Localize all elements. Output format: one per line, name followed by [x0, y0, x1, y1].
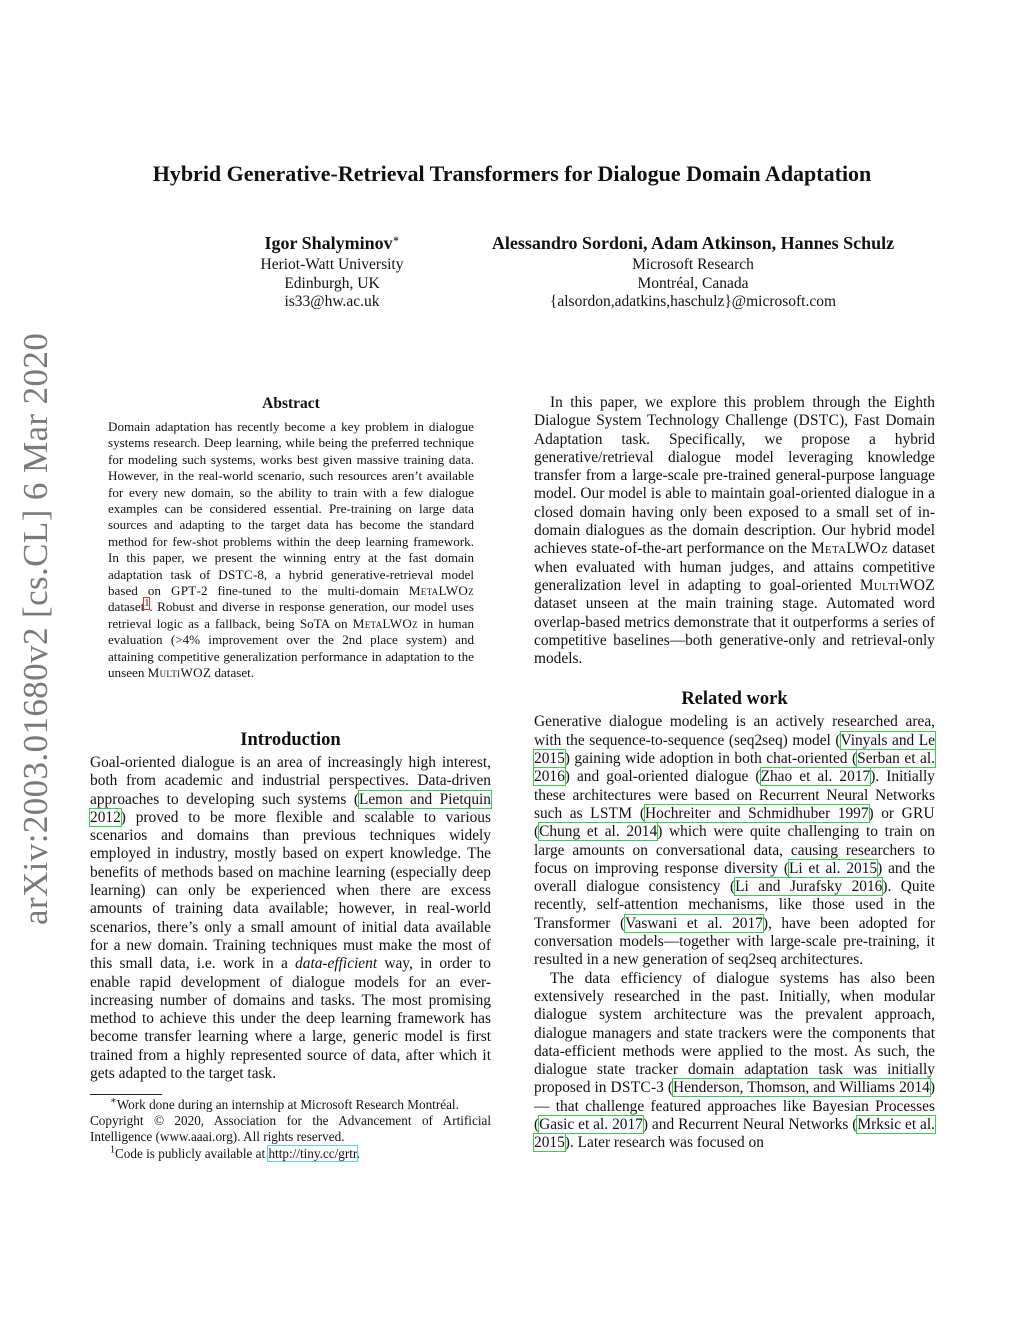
citation-link[interactable]: Chung et al. 2014 [539, 823, 658, 841]
author-location: Montréal, Canada [637, 274, 749, 292]
author-name: Alessandro Sordoni, Adam Atkinson, Hannes Schulz [491, 233, 895, 253]
citation-link[interactable]: Zhao et al. 2017 [760, 768, 871, 786]
citation-link[interactable]: Li and Jurafsky 2016 [735, 878, 883, 896]
author-block-1 [240, 230, 424, 312]
author-name: Igor Shalyminov∗ [264, 233, 400, 253]
citation-link[interactable]: Vaswani et al. 2017 [625, 914, 763, 932]
footnote-code: $^1$Code is publicly available at http://tiny.cc/grtr. [110, 1144, 360, 1161]
related-work-paragraph-1: Generative dialogue modeling is an actively researched area, with the sequence-to-sequence (seq2seq) model (Vinyals and Le 2015) gaining wide adoption in both chat-oriented (Serban et al. 2016) and goal-oriented dialogue (Zhao et al. 2017). Initially these architectures were based on Recurrent Neural Networks such as LSTM (Hochreiter and Schmidhuber 1997) or GRU (Chung et al. 2014) which were quite challenging to train on large amounts on conversational data, causing researchers to focus on improving response diversity (Li et al. 2015) and the overall dialogue consistency (Li and Jurafsky 2016). Quite recently, self-attention mechanisms, like those used in the Transformer (Vaswani et al. 2017), have been adopted for conversation models—together with large-scale pre-training, it resulted in a new generation of seq2seq architectures. [534, 713, 936, 969]
author-email: is33@hw.ac.uk [284, 293, 380, 310]
introduction-paragraph: Goal-oriented dialogue is an area of increasingly high interest, both from academic and industrial perspectives. Data-driven approaches to developing such systems (Lemon and Pietquin 2012) proved to be more flexible and scalable to various scenarios and domains than previous techniques widely employed in industry, mostly based on expert knowledge. The benefits of methods based on machine learning (especially deep learning) can only be experienced when there are excess amounts of training data available; however, in real-world scenarios, there’s only a small amount of initial data available for a new domain. Training techniques must make the most of this small data, i.e. work in a data-efficient way, in order to enable rapid development of dialogue models for an ever-increasing number of domains and tasks. The most promising method to achieve this under the deep learning framework has become transfer learning where a large, generic model is first trained from a highly represented source of data, after which it gets adapted to the target task. [90, 754, 492, 1083]
left-column [90, 728, 491, 1083]
related-work-heading: Related work [681, 689, 788, 710]
abstract-text: Domain adaptation has recently become a key problem in dialogue systems research. Deep learning, while being the preferred technique for modeling such systems, works best given massive training data. However, in the real-world scenario, such resources aren’t available for every new domain, so the ability to train with a few dialogue examples can be considered essential. Pre-training on large data sources and adapting to the target data has become the standard method for few-shot problems within the deep learning framework. In this paper, we present the winning entry at the fast domain adaptation task of DSTC-8, a hybrid generative-retrieval model based on GPT-2 fine-tuned to the multi-domain MetaLWOz dataset$^1$. Robust and diverse in response generation, our model uses retrieval logic as a fallback, being SoTA on MetaLWOz in human evaluation (>4% improvement over the 2nd place system) and attaining competitive generalization performance in adaptation to the unseen MultiWOZ dataset. [108, 419, 475, 681]
arxiv-identifier: arXiv:2003.01680v2 [cs.CL] 6 Mar 2020 [16, 332, 55, 925]
abstract-heading: Abstract [262, 395, 320, 412]
related-work-paragraph-2: The data efficiency of dialogue systems has also been extensively researched in the past. Initially, when modular dialogue system architecture was the prevalent approach, dialogue managers and state trackers were the components that data-efficient methods were applied to the most. As such, the dialogue state tracker domain adaptation task was initially proposed in DSTC-3 (Henderson, Thomson, and Williams 2014) — that challenge featured approaches like Bayesian Processes (Gasic et al. 2017) and Recurrent Neural Networks (Mrksic et al. 2015). Later research was focused on [534, 969, 936, 1152]
author-affiliation: Microsoft Research [632, 256, 754, 273]
citation-link[interactable]: Hochreiter and Schmidhuber 1997 [645, 804, 869, 822]
author-location: Edinburgh, UK [284, 274, 380, 292]
introduction-heading: Introduction [240, 730, 341, 750]
citation-link[interactable]: Henderson, Thomson, and Williams 2014 [672, 1079, 930, 1097]
author-block-2 [462, 230, 924, 312]
author-email: {alsordon,adatkins,haschulz}@microsoft.com [549, 293, 837, 310]
footnote-work: ∗Work done during an internship at Microsoft Research Montréal. [110, 1095, 459, 1112]
citation-link[interactable]: Gasic et al. 2017 [539, 1115, 643, 1133]
footnotes [90, 1097, 491, 1162]
citation-link[interactable]: Serban et al. 2016 [534, 750, 935, 786]
abstract [108, 394, 474, 682]
copyright-notice: Copyright © 2020, Association for the Advancement of Artificial Intelligence (www.aaai.org). All rights reserved. [90, 1113, 491, 1145]
footnote-divider [90, 1094, 162, 1095]
citation-link[interactable]: Li et al. 2015 [789, 859, 878, 877]
citation-link[interactable]: Vinyals and Le 2015 [534, 731, 935, 768]
author-affiliation: Heriot-Watt University [260, 256, 404, 273]
right-column [534, 394, 935, 1153]
footnote-link[interactable]: 1 [144, 598, 150, 610]
citation-link[interactable]: Lemon and Pietquin 2012 [90, 790, 491, 826]
intro-continued-paragraph: In this paper, we explore this problem through the Eighth Dialogue System Technology Challenge (DSTC), Fast Domain Adaptation task. Specifically, we propose a hybrid generative/retrieval dialogue model leveraging knowledge transfer from a large-scale pre-trained general-purpose language model. Our model is able to maintain goal-oriented dialogue in a closed domain having only been exposed to a small set of in-domain dialogues as the domain description. Our hybrid model achieves state-of-the-art performance on the MetaLWOz dataset when evaluated with human judges, and attains competitive generalization level in adapting to goal-oriented MultiWOZ dataset unseen at the main training stage. Automated word overlap-based metrics demonstrate that it outperforms a series of competitive baselines—both generative-only and retrieval-only models. [534, 394, 935, 668]
citation-link[interactable]: Mrksic et al. 2015 [534, 1115, 935, 1152]
code-url-link[interactable]: http://tiny.cc/grtr [268, 1145, 357, 1161]
paper-title: Hybrid Generative-Retrieval Transformers for Dialogue Domain Adaptation [152, 161, 872, 186]
